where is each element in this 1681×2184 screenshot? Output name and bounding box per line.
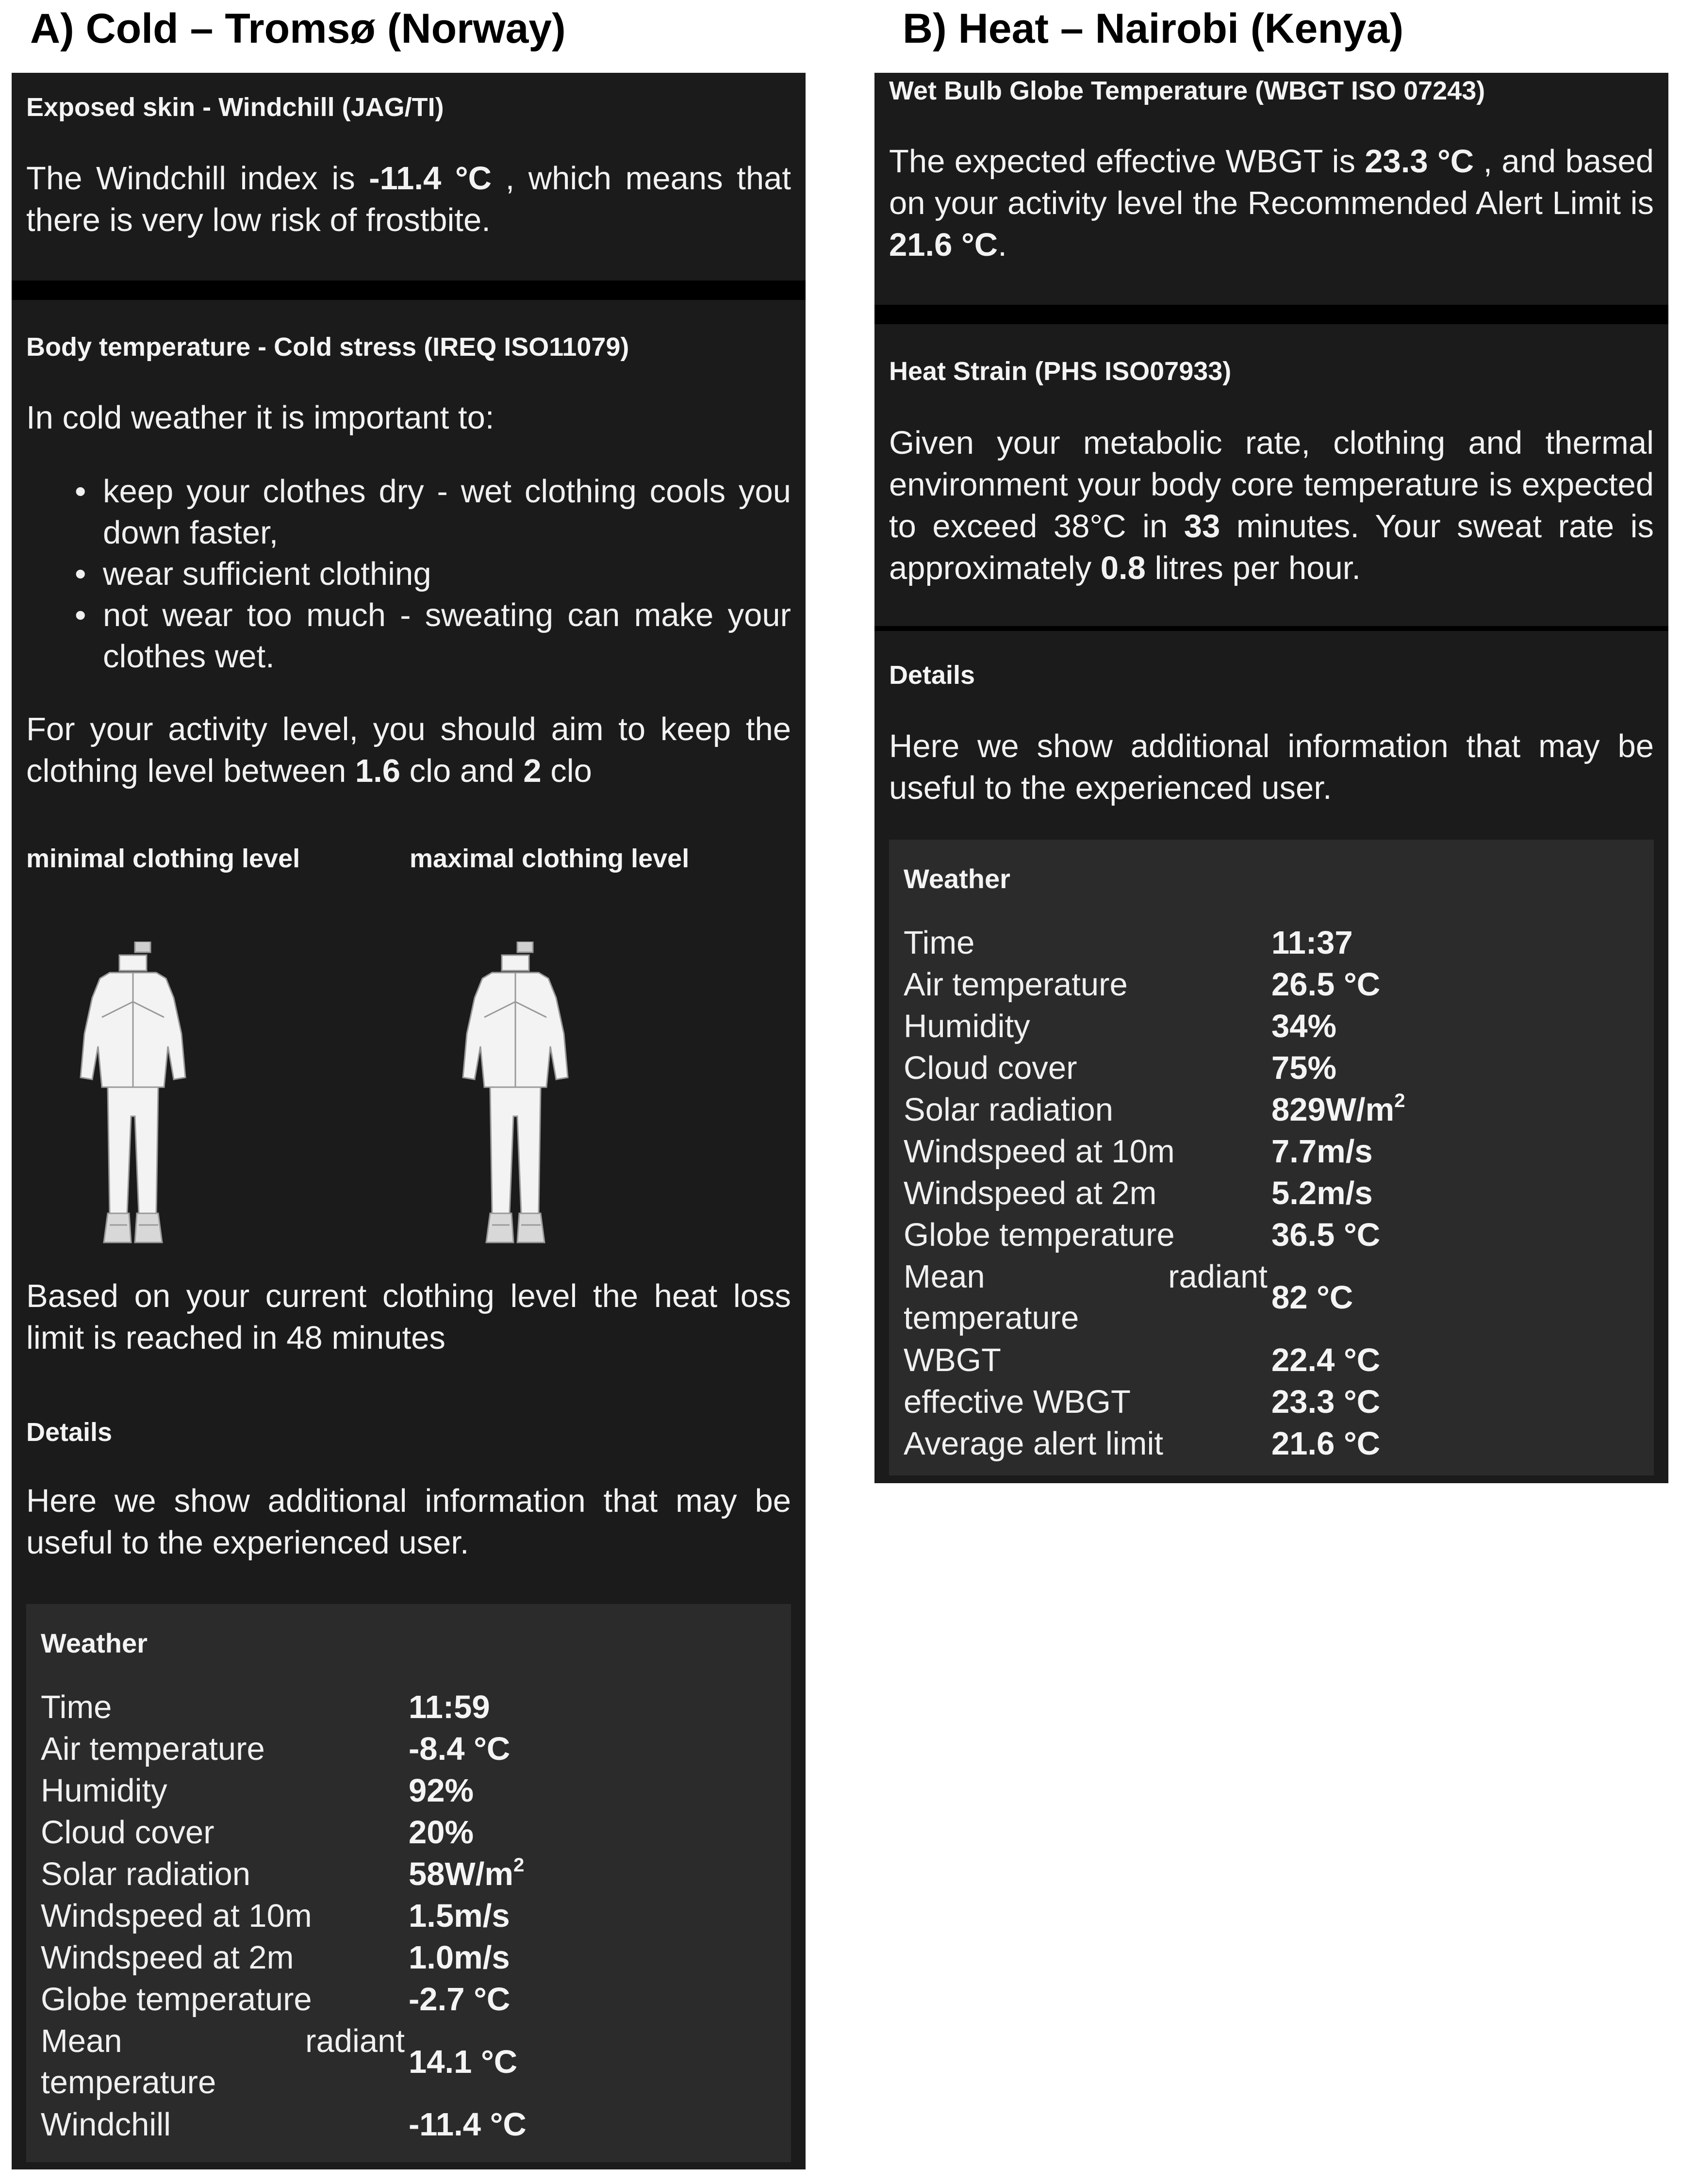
weather-label: Windchill (41, 2106, 171, 2143)
max-clothing-label: maximal clothing level (410, 844, 690, 873)
weather-value: 7.7m/s (1271, 1133, 1373, 1170)
weather-value: 23.3 °C (1271, 1384, 1381, 1420)
clothing-figure-icon (438, 942, 593, 1252)
weather-label: Time (904, 925, 975, 961)
clothing-level-text: For your activity level, you should aim to keep the clothing level between 1.6 clo and 2 clo (26, 711, 791, 789)
weather-box (889, 840, 1654, 1475)
weather-value: -11.4 °C (409, 2106, 527, 2143)
weather-label: Globe temperature (41, 1981, 312, 2018)
weather-label: WBGT (904, 1342, 1001, 1378)
clo-min-value: 1.6 (355, 753, 401, 789)
weather-value: 92% (409, 1772, 474, 1809)
weather-label: Cloud cover (41, 1814, 214, 1851)
details-heading: Details (26, 1418, 113, 1447)
weather-label: Windspeed at 10m (904, 1133, 1175, 1170)
section-divider (12, 281, 806, 300)
windchill-heading: Exposed skin - Windchill (JAG/TI) (26, 93, 444, 122)
windchill-text: The Windchill index is -11.4 °C , which means that there is very low risk of frostbite. (26, 160, 791, 238)
weather-label: Humidity (904, 1008, 1030, 1044)
weather-label: Mean radiant temperature (41, 2023, 405, 2101)
weather-label: Solar radiation (41, 1856, 251, 1892)
weather-value: 11:37 (1271, 925, 1353, 961)
heat-strain-text: Given your metabolic rate, clothing and thermal environment your body core temperature is expected to exceed 38°C in 33 minutes. Your sweat rate is approximately 0.8 litres per hour. (889, 425, 1654, 586)
cold-stress-heading: Body temperature - Cold stress (IREQ ISO11079) (26, 332, 629, 362)
weather-value: 1.5m/s (409, 1898, 510, 1934)
section-divider (874, 626, 1668, 631)
heat-panel-title: B) Heat – Nairobi (Kenya) (903, 5, 1404, 52)
weather-value: -8.4 °C (409, 1731, 511, 1767)
cold-app-screen (12, 73, 806, 2169)
weather-table (41, 1687, 776, 2146)
clo-max-value: 2 (523, 753, 542, 789)
weather-label: Globe temperature (904, 1217, 1175, 1253)
weather-label: Cloud cover (904, 1050, 1077, 1086)
weather-label: Solar radiation (904, 1092, 1114, 1128)
weather-label: Air temperature (904, 966, 1128, 1003)
list-item: • keep your clothes dry - wet clothing cools you down faster, (26, 471, 791, 553)
alert-limit-value: 21.6 °C (889, 227, 998, 263)
wbgt-heading: Wet Bulb Globe Temperature (WBGT ISO 07243) (889, 76, 1485, 105)
weather-value: -2.7 °C (409, 1981, 511, 2018)
weather-value: 36.5 °C (1271, 1217, 1381, 1253)
weather-label: Windspeed at 10m (41, 1898, 312, 1934)
weather-table (904, 922, 1639, 1465)
core-temp-minutes: 33 (1184, 508, 1220, 545)
cold-advice-list (26, 471, 791, 677)
details-text: Here we show additional information that may be useful to the experienced user. (26, 1483, 791, 1561)
weather-value: 26.5 °C (1271, 966, 1381, 1003)
sweat-rate-value: 0.8 (1100, 550, 1146, 586)
weather-label: Average alert limit (904, 1425, 1163, 1462)
section-divider (874, 305, 1668, 324)
weather-value: $58W/m^2$ (409, 1853, 525, 1892)
weather-value: 20% (409, 1814, 474, 1851)
weather-value: 1.0m/s (409, 1939, 510, 1976)
min-clothing-label: minimal clothing level (26, 844, 300, 873)
weather-title: Weather (904, 863, 1010, 894)
weather-label: Humidity (41, 1772, 167, 1809)
weather-value: 5.2m/s (1271, 1175, 1373, 1211)
weather-value: 22.4 °C (1271, 1342, 1381, 1378)
details-heading: Details (889, 661, 975, 690)
weather-label: Windspeed at 2m (904, 1175, 1157, 1211)
weather-value: 82 °C (1271, 1279, 1353, 1316)
weather-value: 75% (1271, 1050, 1337, 1086)
weather-value: 14.1 °C (409, 2044, 518, 2080)
weather-label: Mean radiant temperature (904, 1258, 1268, 1336)
weather-label: Air temperature (41, 1731, 265, 1767)
wbgt-text: The expected effective WBGT is 23.3 °C , and based on your activity level the Recommended Alert Limit is 21.6 °C. (889, 143, 1654, 263)
weather-value: 34% (1271, 1008, 1337, 1044)
weather-box (26, 1604, 791, 2162)
heat-loss-text: Based on your current clothing level the heat loss limit is reached in 48 minutes (26, 1278, 791, 1356)
weather-title: Weather (41, 1628, 148, 1658)
heat-strain-heading: Heat Strain (PHS ISO07933) (889, 357, 1232, 386)
details-text: Here we show additional information that may be useful to the experienced user. (889, 728, 1654, 806)
list-item: • wear sufficient clothing (26, 553, 791, 595)
cold-stress-intro: In cold weather it is important to: (26, 399, 494, 436)
clothing-figure-icon (55, 942, 211, 1252)
weather-value: 21.6 °C (1271, 1425, 1381, 1462)
list-item: • not wear too much - sweating can make your clothes wet. (26, 595, 791, 677)
weather-value: $829W/m^2$ (1271, 1089, 1405, 1128)
cold-panel-title: A) Cold – Tromsø (Norway) (30, 5, 566, 52)
weather-label: Windspeed at 2m (41, 1939, 294, 1976)
effective-wbgt-value: 23.3 °C (1365, 143, 1474, 180)
weather-label: Time (41, 1689, 112, 1725)
windchill-value: -11.4 °C (369, 160, 492, 197)
weather-label: effective WBGT (904, 1384, 1131, 1420)
weather-value: 11:59 (409, 1689, 490, 1725)
heat-app-screen (874, 73, 1668, 1483)
